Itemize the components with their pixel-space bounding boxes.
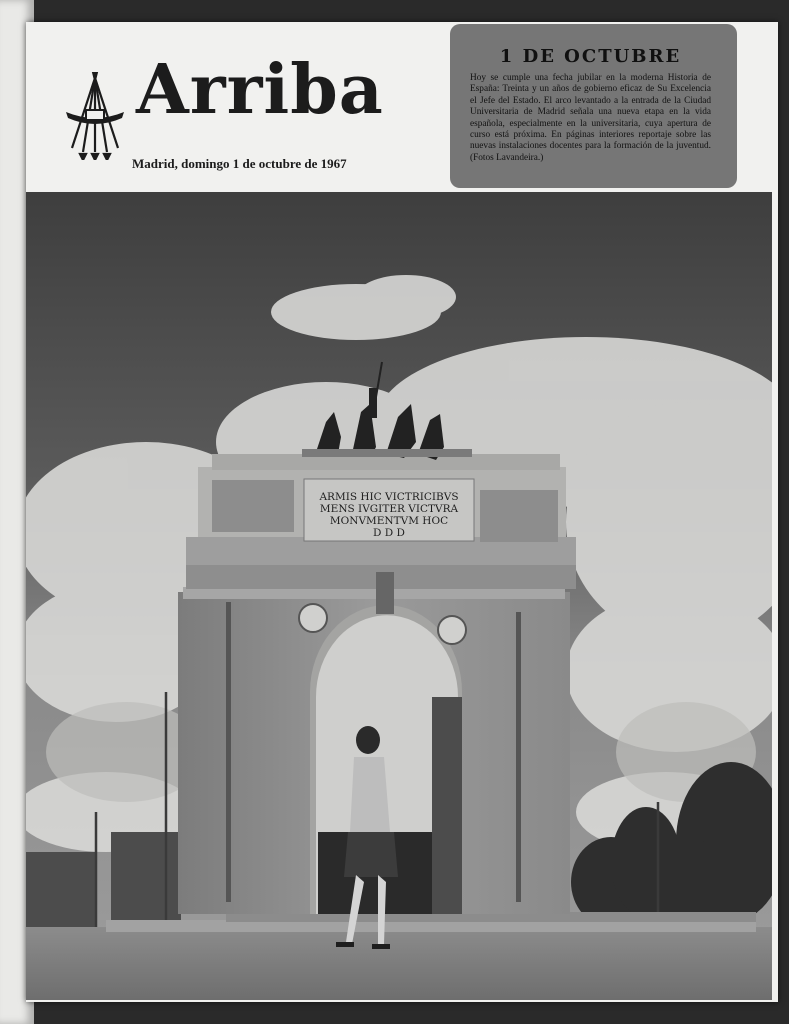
dateline: Madrid, domingo 1 de octubre de 1967 bbox=[132, 156, 347, 171]
masthead bbox=[26, 22, 778, 192]
newspaper-page bbox=[26, 22, 778, 1002]
caption-box bbox=[450, 24, 737, 188]
yoke-and-arrows-emblem-icon bbox=[64, 72, 126, 160]
inscription-line-2: MENS IVGITER VICTVRA bbox=[319, 503, 459, 515]
inscription-line-4: D D D bbox=[373, 527, 405, 539]
newspaper-title: Arriba bbox=[136, 50, 384, 130]
victory-arch-photo bbox=[26, 192, 772, 1000]
inscription-line-1: ARMIS HIC VICTRICIBVS bbox=[319, 491, 459, 503]
inscription-line-3: MONVMENTVM HOC bbox=[329, 515, 449, 527]
plaza-ground bbox=[26, 927, 772, 1000]
cover-photo bbox=[26, 192, 772, 1000]
caption-text: Hoy se cumple una fecha jubilar en la moderna Historia de España: Treinta y un años de gobierno eficaz de Su Excelencia el Jefe del Estado. El arco levantado a la entrada de la Ciudad Universitaria de Madrid señala una nueva etapa en la vida española, especialmente en la universitaria, cuya apertura de curso está próxima. En páginas interiores reportaje sobre las nuevas instalaciones docentes para la formación de la juventud. (Fotos Lavandeira.) bbox=[470, 73, 711, 163]
caption-heading: 1 DE OCTUBRE bbox=[499, 46, 682, 67]
